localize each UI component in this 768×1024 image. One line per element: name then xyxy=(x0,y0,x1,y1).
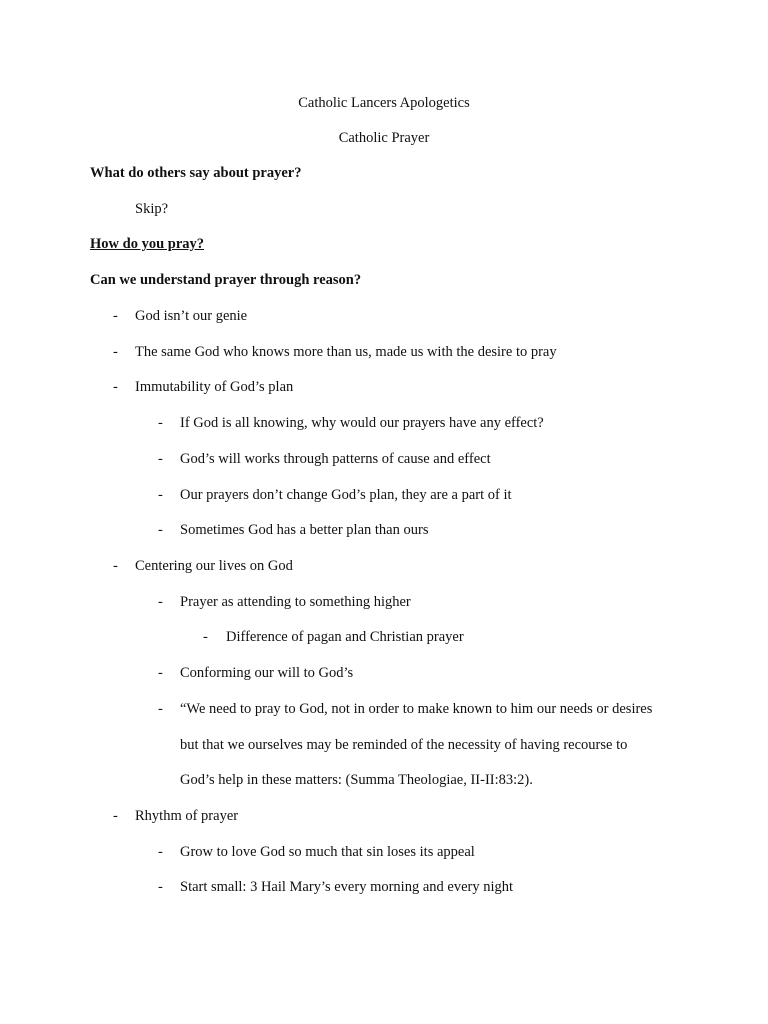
list-item-grow: Grow to love God so much that sin loses its appeal xyxy=(180,844,475,860)
list-item-immutability: Immutability of God’s plan xyxy=(135,379,294,395)
bullet-dash: - xyxy=(158,665,163,681)
bullet-dash: - xyxy=(158,594,163,610)
document-title: Catholic Lancers Apologetics xyxy=(298,95,470,111)
skip-note: Skip? xyxy=(135,201,169,217)
bullet-dash: - xyxy=(113,808,118,824)
list-item-rhythm: Rhythm of prayer xyxy=(135,808,239,824)
list-item-conforming: Conforming our will to God’s xyxy=(180,665,354,681)
bullet-dash: - xyxy=(203,629,208,645)
list-item-attending: Prayer as attending to something higher xyxy=(180,594,411,610)
bullet-dash: - xyxy=(158,451,163,467)
heading-what-others-say: What do others say about prayer? xyxy=(90,165,302,181)
bullet-dash: - xyxy=(158,701,163,717)
bullet-dash: - xyxy=(158,879,163,895)
bullet-dash: - xyxy=(113,344,118,360)
bullet-dash: - xyxy=(158,844,163,860)
bullet-dash: - xyxy=(158,522,163,538)
document-subtitle: Catholic Prayer xyxy=(338,130,430,146)
heading-how-do-you-pray: How do you pray? xyxy=(90,236,205,252)
list-item-centering: Centering our lives on God xyxy=(135,558,293,574)
list-item-part-of-plan: Our prayers don’t change God’s plan, they are a part of it xyxy=(180,487,512,503)
bullet-dash: - xyxy=(113,379,118,395)
list-item-better-plan: Sometimes God has a better plan than ours xyxy=(180,522,429,538)
heading-understand-through-reason: Can we understand prayer through reason? xyxy=(90,272,362,288)
bullet-dash: - xyxy=(113,558,118,574)
list-item-quote-line-1: “We need to pray to God, not in order to make known to him our needs or desires xyxy=(180,701,653,717)
list-item-all-knowing: If God is all knowing, why would our prayers have any effect? xyxy=(180,415,544,431)
bullet-dash: - xyxy=(158,415,163,431)
list-item-cause-effect: God’s will works through patterns of cause and effect xyxy=(180,451,491,467)
list-item-quote-line-3: God’s help in these matters: (Summa Theologiae, II-II:83:2). xyxy=(180,772,533,788)
list-item-start-small: Start small: 3 Hail Mary’s every morning and every night xyxy=(180,879,514,895)
bullet-dash: - xyxy=(158,487,163,503)
bullet-dash: - xyxy=(113,308,118,324)
list-item-desire-to-pray: The same God who knows more than us, made us with the desire to pray xyxy=(135,344,557,360)
list-item-genie: God isn’t our genie xyxy=(135,308,248,324)
list-item-quote-line-2: but that we ourselves may be reminded of the necessity of having recourse to xyxy=(180,737,628,753)
list-item-pagan: Difference of pagan and Christian prayer xyxy=(226,629,464,645)
